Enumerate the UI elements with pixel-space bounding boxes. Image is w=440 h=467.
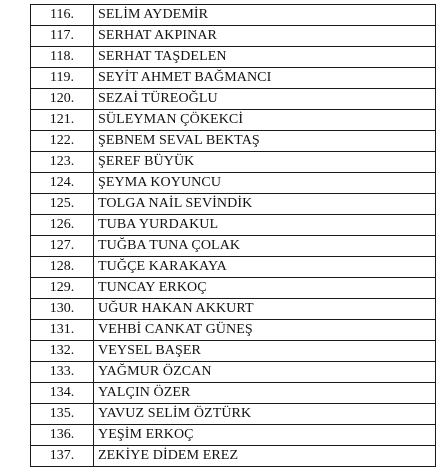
person-name: ZEKİYE DİDEM EREZ [94, 446, 436, 467]
person-name: SERHAT TAŞDELEN [94, 47, 436, 68]
table-row [31, 26, 436, 47]
row-number: 123. [31, 152, 94, 173]
row-number: 133. [31, 362, 94, 383]
row-number: 132. [31, 341, 94, 362]
row-number: 136. [31, 425, 94, 446]
table-row [31, 173, 436, 194]
person-name: UĞUR HAKAN AKKURT [94, 299, 436, 320]
row-number: 124. [31, 173, 94, 194]
person-name: TUBA YURDAKUL [94, 215, 436, 236]
table-row [31, 425, 436, 446]
table-row [31, 68, 436, 89]
person-name: TUNCAY ERKOÇ [94, 278, 436, 299]
row-number: 116. [31, 5, 94, 26]
row-number: 128. [31, 257, 94, 278]
person-name: VEYSEL BAŞER [94, 341, 436, 362]
person-name: VEHBİ CANKAT GÜNEŞ [94, 320, 436, 341]
person-name: ŞEBNEM SEVAL BEKTAŞ [94, 131, 436, 152]
row-number: 117. [31, 26, 94, 47]
row-number: 137. [31, 446, 94, 467]
row-number: 119. [31, 68, 94, 89]
table-row [31, 320, 436, 341]
person-name: YAĞMUR ÖZCAN [94, 362, 436, 383]
row-number: 131. [31, 320, 94, 341]
row-number: 118. [31, 47, 94, 68]
table-row [31, 257, 436, 278]
row-number: 129. [31, 278, 94, 299]
person-name: ŞEREF BÜYÜK [94, 152, 436, 173]
table-row [31, 89, 436, 110]
table-row [31, 236, 436, 257]
table-row [31, 383, 436, 404]
table-row [31, 215, 436, 236]
table-row [31, 194, 436, 215]
person-name: YAVUZ SELİM ÖZTÜRK [94, 404, 436, 425]
table-row [31, 404, 436, 425]
row-number: 134. [31, 383, 94, 404]
person-name: YALÇIN ÖZER [94, 383, 436, 404]
person-name: SÜLEYMAN ÇÖKEKCİ [94, 110, 436, 131]
person-name: SELİM AYDEMİR [94, 5, 436, 26]
table-row [31, 5, 436, 26]
row-number: 120. [31, 89, 94, 110]
name-list-table [30, 4, 436, 467]
person-name: TOLGA NAİL SEVİNDİK [94, 194, 436, 215]
table-row [31, 278, 436, 299]
table-row [31, 362, 436, 383]
row-number: 121. [31, 110, 94, 131]
table-row [31, 110, 436, 131]
person-name: SERHAT AKPINAR [94, 26, 436, 47]
person-name: TUĞÇE KARAKAYA [94, 257, 436, 278]
table-row [31, 152, 436, 173]
table-row [31, 341, 436, 362]
row-number: 125. [31, 194, 94, 215]
person-name: YEŞİM ERKOÇ [94, 425, 436, 446]
row-number: 135. [31, 404, 94, 425]
table-row [31, 299, 436, 320]
table-row [31, 47, 436, 68]
person-name: TUĞBA TUNA ÇOLAK [94, 236, 436, 257]
table-row [31, 446, 436, 467]
person-name: SEYİT AHMET BAĞMANCI [94, 68, 436, 89]
row-number: 127. [31, 236, 94, 257]
person-name: SEZAİ TÜREOĞLU [94, 89, 436, 110]
table-row [31, 131, 436, 152]
row-number: 126. [31, 215, 94, 236]
row-number: 122. [31, 131, 94, 152]
row-number: 130. [31, 299, 94, 320]
person-name: ŞEYMA KOYUNCU [94, 173, 436, 194]
